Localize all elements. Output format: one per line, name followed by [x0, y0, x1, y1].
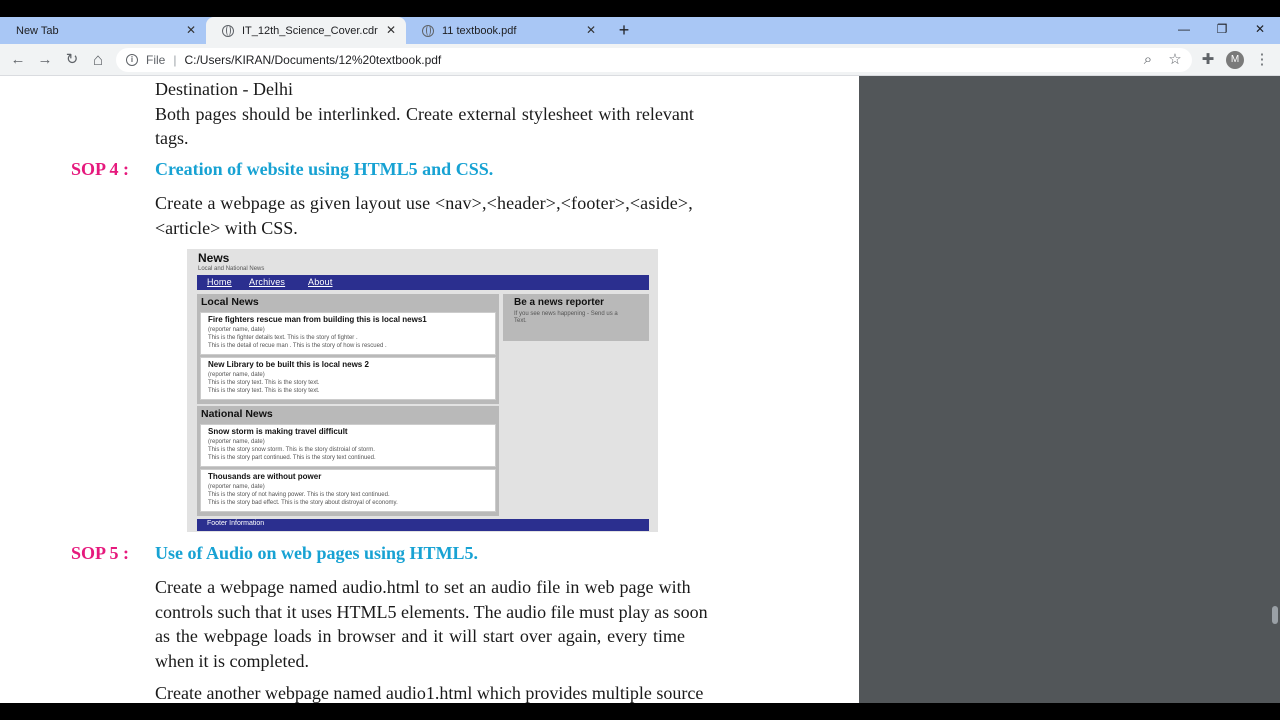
- news-card: [200, 424, 496, 467]
- sop5-label: SOP 5 :: [71, 543, 130, 563]
- aside-line: If you see news happening - Send us a: [514, 311, 618, 317]
- news-card-heading: New Library to be built this is local news 2: [208, 360, 369, 369]
- figure-aside: [503, 294, 649, 341]
- back-icon[interactable]: ←: [10, 51, 26, 68]
- tab-it-12th-science-cover[interactable]: [206, 17, 406, 44]
- maximize-button[interactable]: ❐: [1216, 22, 1228, 36]
- tab-strip: [0, 17, 1280, 44]
- pdf-page: [0, 76, 859, 703]
- figure-local-news: [197, 294, 499, 404]
- scrollbar-thumb[interactable]: [1272, 606, 1278, 624]
- window-bottom-edge: [0, 703, 1280, 720]
- bookmark-star-icon[interactable]: ☆: [1168, 51, 1182, 68]
- close-icon[interactable]: ✕: [585, 23, 597, 37]
- reload-icon[interactable]: ↻: [65, 51, 79, 68]
- close-icon[interactable]: ✕: [185, 23, 197, 37]
- news-card-heading: Thousands are without power: [208, 472, 322, 481]
- news-card-line: This is the story bad effect. This is the story about distroyal of economy.: [208, 500, 398, 506]
- sop5-paragraph: Create a webpage named audio.html to set an audio file in web page with: [155, 577, 691, 597]
- tab-label: 11 textbook.pdf: [442, 24, 517, 37]
- sop5-paragraph: controls such that it uses HTML5 elements. The audio file must play as soon: [155, 602, 708, 622]
- sop4-description: <article> with CSS.: [155, 218, 298, 238]
- figure-title: News: [198, 251, 230, 265]
- browser-toolbar: [0, 44, 1280, 76]
- news-card-line: (reporter name, date): [208, 484, 265, 490]
- globe-icon: [222, 25, 234, 37]
- tab-11-textbook[interactable]: [406, 17, 606, 44]
- zoom-icon[interactable]: ⌕: [1143, 51, 1153, 68]
- address-bar[interactable]: [116, 48, 1192, 72]
- figure-national-news: [197, 406, 499, 516]
- news-card-heading: Fire fighters rescue man from building this is local news1: [208, 315, 427, 324]
- news-card-line: This is the story part continued. This is the story text continued.: [208, 455, 376, 461]
- sop4-label: SOP 4 :: [71, 159, 130, 179]
- news-card-line: This is the fighter details text. This is the story of fighter .: [208, 335, 358, 341]
- url-scheme: File: [146, 53, 166, 67]
- sop5-paragraph: when it is completed.: [155, 651, 309, 671]
- sop5-paragraph: as the webpage loads in browser and it will start over again, every time: [155, 626, 686, 646]
- window-close-button[interactable]: ✕: [1254, 22, 1266, 36]
- extensions-icon[interactable]: ✚: [1201, 51, 1215, 68]
- news-card-line: This is the story text. This is the story text.: [208, 380, 320, 386]
- url-text: C:/Users/KIRAN/Documents/12%20textbook.pdf: [184, 53, 442, 67]
- window-top-edge: [0, 0, 1280, 17]
- intro-line: tags.: [155, 128, 189, 148]
- sop5-paragraph: Create another webpage named audio1.html which provides multiple source: [155, 683, 704, 703]
- minimize-button[interactable]: —: [1178, 22, 1190, 36]
- news-card-line: (reporter name, date): [208, 439, 265, 445]
- news-card-line: This is the detail of recue man . This is the story of how is rescued .: [208, 343, 387, 349]
- sop4-title: Creation of website using HTML5 and CSS.: [155, 159, 494, 179]
- figure-nav-archives: Archives: [249, 277, 286, 287]
- news-card: [200, 357, 496, 400]
- globe-icon: [422, 25, 434, 37]
- intro-line: Destination - Delhi: [155, 79, 293, 99]
- national-news-heading: National News: [201, 408, 273, 420]
- figure-nav-about: About: [308, 277, 333, 287]
- figure-footer-text: Footer Information: [207, 520, 265, 527]
- figure-nav-home: Home: [207, 277, 232, 287]
- figure-subtitle: Local and National News: [198, 266, 265, 272]
- tab-label: IT_12th_Science_Cover.cdr: [242, 24, 378, 37]
- pdf-viewer[interactable]: [0, 76, 1280, 703]
- forward-icon[interactable]: →: [37, 51, 53, 68]
- info-icon[interactable]: i: [126, 54, 138, 66]
- figure-nav-bar: [197, 275, 649, 290]
- aside-heading: Be a news reporter: [514, 297, 605, 308]
- new-tab-button[interactable]: +: [618, 20, 630, 40]
- tab-label: New Tab: [16, 24, 59, 37]
- sop4-description: Create a webpage as given layout use <nav>,<header>,<footer>,<aside>,: [155, 193, 693, 213]
- url-divider: |: [173, 53, 177, 67]
- tab-new-tab[interactable]: [0, 17, 206, 44]
- menu-icon[interactable]: ⋮: [1254, 51, 1270, 68]
- local-news-heading: Local News: [201, 296, 259, 308]
- news-card: [200, 312, 496, 355]
- aside-line: Text.: [514, 318, 527, 324]
- news-card-line: This is the story of not having power. This is the story text continued.: [208, 492, 390, 498]
- sop5-title: Use of Audio on web pages using HTML5.: [155, 543, 479, 563]
- close-icon[interactable]: ✕: [385, 23, 397, 37]
- figure-footer: [197, 519, 649, 531]
- layout-figure: [187, 249, 658, 532]
- news-card-line: This is the story text. This is the story text.: [208, 388, 320, 394]
- news-card: [200, 469, 496, 512]
- intro-line: Both pages should be interlinked. Create external stylesheet with relevant: [155, 104, 694, 124]
- home-icon[interactable]: ⌂: [92, 50, 104, 69]
- news-card-heading: Snow storm is making travel difficult: [208, 427, 348, 436]
- news-card-line: This is the story snow storm. This is the story distroial of storm.: [208, 447, 375, 453]
- news-card-line: (reporter name, date): [208, 372, 265, 378]
- news-card-line: (reporter name, date): [208, 327, 265, 333]
- profile-avatar[interactable]: M: [1226, 51, 1244, 69]
